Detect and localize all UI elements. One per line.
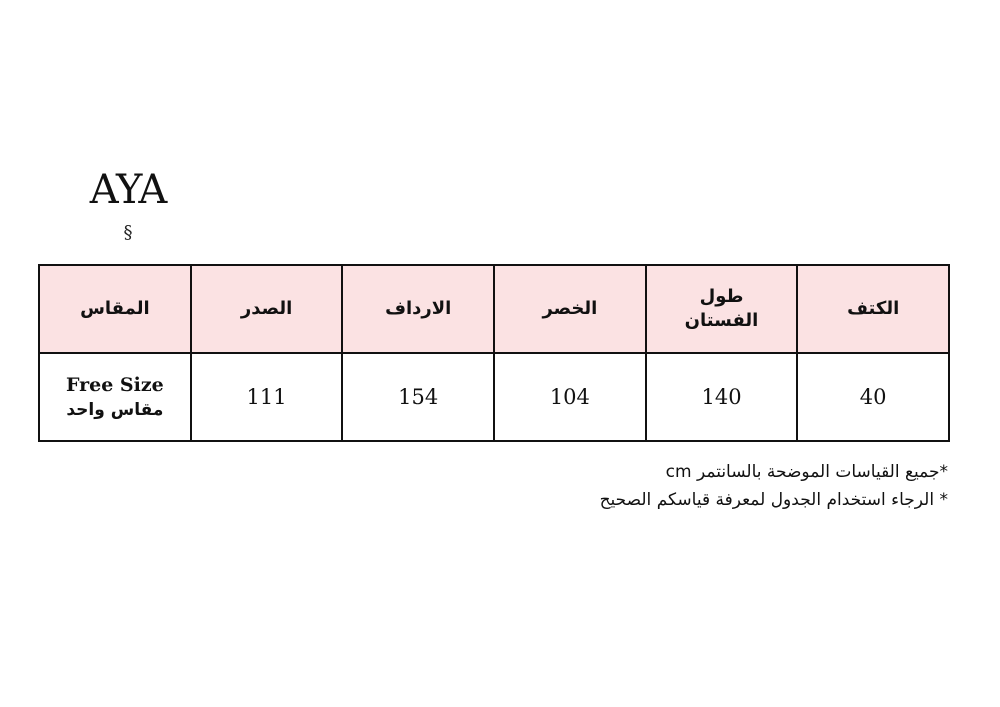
note-usage: * الرجاء استخدام الجدول لمعرفة قياسكم الصحيح	[599, 490, 948, 510]
cell-dress-length: 140	[646, 353, 798, 441]
header-waist: الخصر	[494, 265, 646, 353]
header-dress-length-line-2: الفستان	[684, 310, 759, 331]
table-header-row	[39, 265, 949, 353]
size-chart-table	[38, 264, 950, 442]
cell-waist: 104	[494, 353, 646, 441]
cell-shoulder: 40	[797, 353, 949, 441]
brand-logo-mark-icon: §	[123, 222, 133, 243]
header-dress-length-line-1: طول	[699, 286, 744, 307]
header-dress-length	[646, 265, 798, 353]
cell-chest: 111	[191, 353, 343, 441]
header-size: المقاس	[39, 265, 191, 353]
cell-size	[39, 353, 191, 441]
notes	[348, 458, 948, 514]
table-row	[39, 353, 949, 441]
size-label-ar: مقاس واحد	[66, 400, 164, 420]
size-label-en: Free Size	[65, 374, 164, 396]
cell-hips: 154	[342, 353, 494, 441]
brand-logo-text: AYA	[89, 167, 167, 213]
brand-logo	[78, 166, 178, 256]
header-chest: الصدر	[191, 265, 343, 353]
header-hips: الارداف	[342, 265, 494, 353]
note-units: *جميع القياسات الموضحة بالسانتمر cm	[665, 462, 948, 482]
header-shoulder: الكتف	[797, 265, 949, 353]
